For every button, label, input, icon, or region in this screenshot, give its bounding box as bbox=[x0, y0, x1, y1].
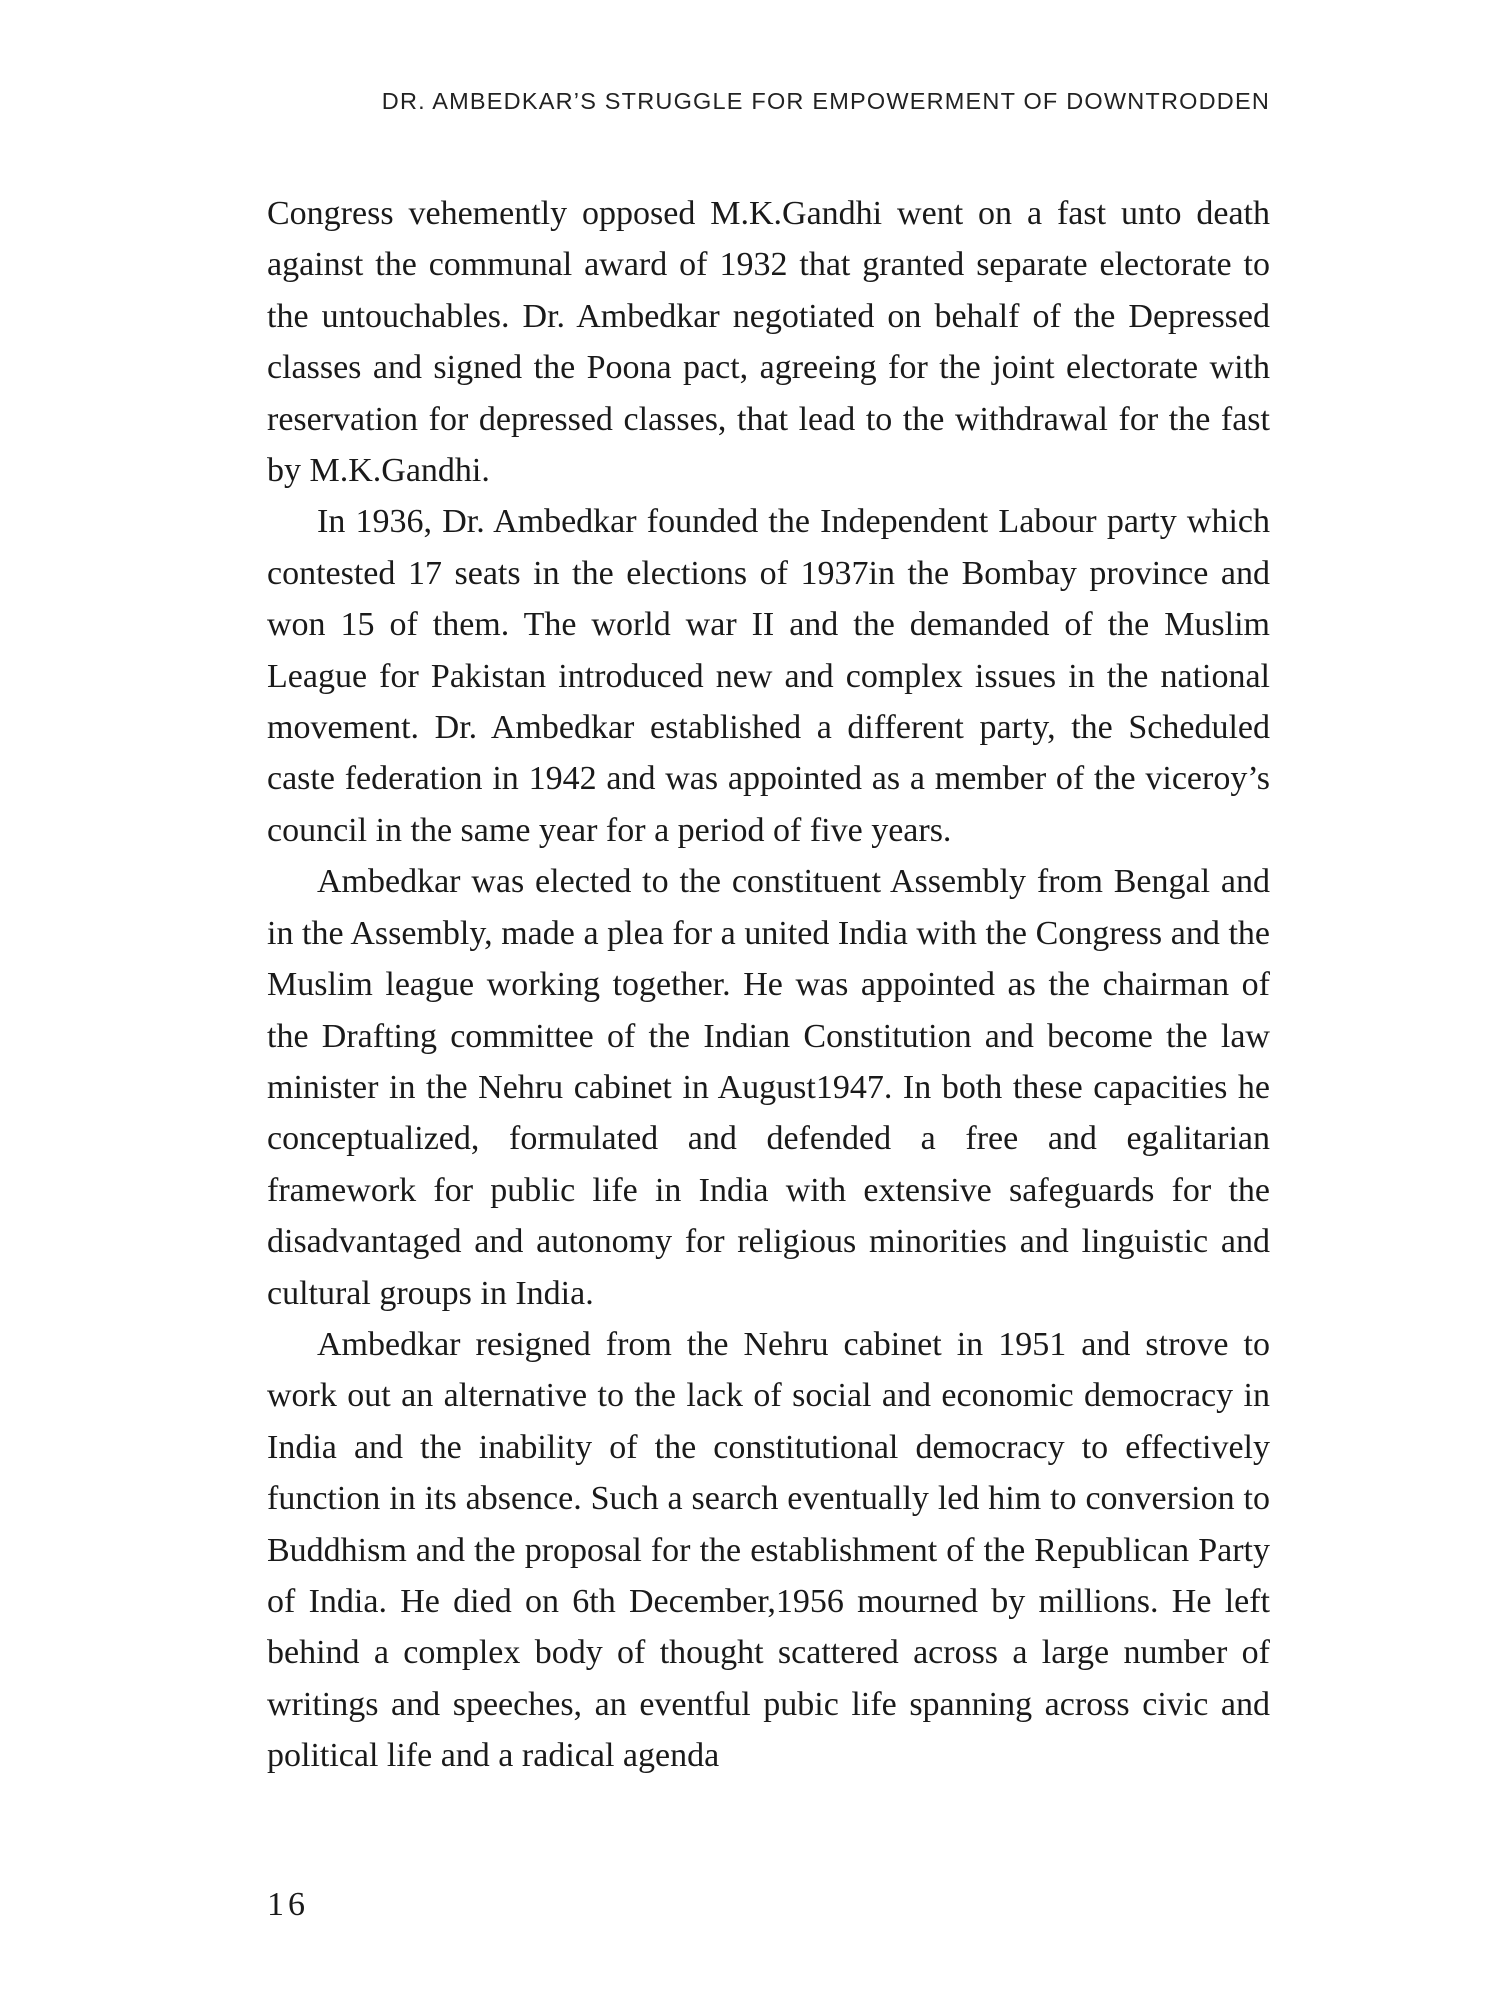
paragraph-3: Ambedkar was elected to the constituent Assembly from Bengal and in the Assembly, made a plea for a united India with the Congress and the Muslim league working together. He was appointed as the chairman of the Drafting committee of the Indian Constitution and become the law minister in the Nehru cabinet in August1947. In both these capacities he conceptualized, formulated and defended a free and egalitarian framework for public life in India with extensive safeguards for the disadvantaged and autonomy for religious minorities and linguistic and cultural groups in India. bbox=[267, 863, 1270, 1312]
page-number: 16 bbox=[267, 1886, 309, 1923]
paragraph-4: Ambedkar resigned from the Nehru cabinet in 1951 and strove to work out an alternative to the lack of social and economic democracy in India and the inability of the constitutional democracy to effectively function in its absence. Such a search eventually led him to conversion to Buddhism and the proposal for the establishment of the Republican Party of India. He died on 6th December,1956 mourned by millions. He left behind a complex body of thought scattered across a large number of writings and speeches, an eventful pubic life spanning across civic and political life and a radical agenda bbox=[267, 1325, 1270, 1775]
paragraph-2: In 1936, Dr. Ambedkar founded the Independent Labour party which contested 17 seats in the elections of 1937in the Bombay province and won 15 of them. The world war II and the demanded of the Muslim League for Pakistan introduced new and complex issues in the national movement. Dr. Ambedkar established a different party, the Scheduled caste federation in 1942 and was appointed as a member of the viceroy’s council in the same year for a period of five years. bbox=[267, 503, 1270, 849]
body-text bbox=[267, 188, 1270, 1782]
running-head: DR. AMBEDKAR’S STRUGGLE FOR EMPOWERMENT OF DOWNTRODDEN bbox=[381, 88, 1270, 114]
paragraph-1: Congress vehemently opposed M.K.Gandhi went on a fast unto death against the communal award of 1932 that granted separate electorate to the untouchables. Dr. Ambedkar negotiated on behalf of the Depressed classes and signed the Poona pact, agreeing for the joint electorate with reservation for depressed classes, that lead to the withdrawal for the fast by M.K.Gandhi. bbox=[267, 195, 1270, 490]
